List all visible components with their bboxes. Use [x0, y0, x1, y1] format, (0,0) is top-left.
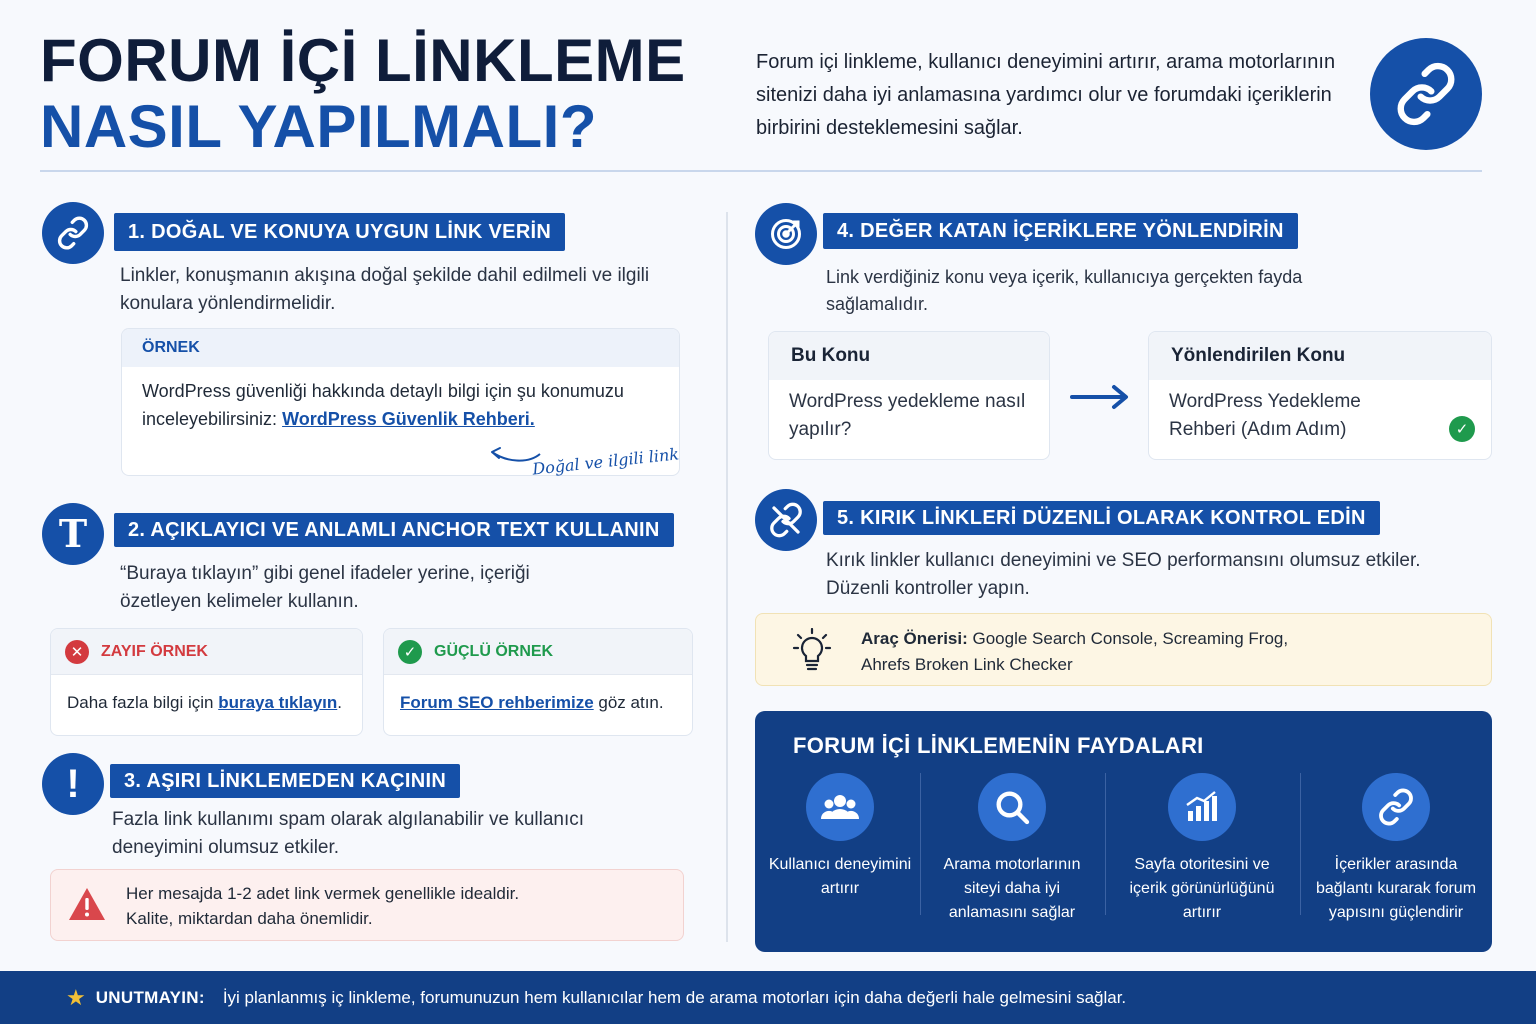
target-icon [755, 203, 817, 265]
warning-triangle-icon [67, 886, 107, 922]
section-3-title: 3. AŞIRI LİNKLEMEDEN KAÇININ [110, 764, 460, 798]
benefit-item [927, 773, 1097, 925]
weak-example-end: . [337, 693, 342, 712]
target-topic-card [1148, 331, 1492, 460]
benefit-divider [1300, 773, 1301, 915]
weak-example-body [51, 675, 362, 731]
benefit-item [755, 773, 925, 901]
column-divider [726, 212, 728, 942]
target-topic-text: WordPress Yedekleme Rehberi (Adım Adım) [1169, 391, 1361, 440]
benefit-item [1311, 773, 1481, 925]
section-2-title: 2. AÇIKLAYICI VE ANLAMLI ANCHOR TEXT KULLANIN [114, 513, 674, 547]
page-title-line1: FORUM İÇİ LİNKLEME [40, 27, 686, 94]
text-t-icon: T [42, 503, 104, 565]
strong-example-body [384, 675, 692, 731]
weak-example-card [50, 628, 363, 736]
link-icon [1362, 773, 1430, 841]
broken-link-icon [755, 489, 817, 551]
section-2-description: “Buraya tıklayın” gibi genel ifadeler yerine, içeriği özetleyen kelimeler kullanın. [120, 563, 530, 612]
footer-bar [0, 971, 1536, 1024]
search-icon [978, 773, 1046, 841]
check-circle-icon: ✓ [1449, 416, 1475, 442]
weak-example-text: Daha fazla bilgi için [67, 693, 219, 712]
strong-example-text: göz atın. [593, 693, 664, 712]
benefit-divider [920, 773, 921, 915]
page-title-line2: NASIL YAPILMALI? [40, 93, 597, 160]
benefit-text: Sayfa otoritesini ve içerik görünürlüğünü artırır [1129, 856, 1275, 921]
section-5-description: Kırık linkler kullanıcı deneyimini ve SEO performansını olumsuz etkiler. Düzenli kontroller yapın. [826, 550, 1421, 599]
weak-example-label: ZAYIF ÖRNEK [101, 642, 208, 660]
strong-example-card [383, 628, 693, 736]
section-1-title: 1. DOĞAL VE KONUYA UYGUN LİNK VERİN [114, 213, 565, 251]
section-5-title: 5. KIRIK LİNKLERİ DÜZENLİ OLARAK KONTROL EDİN [823, 501, 1380, 535]
target-topic-label: Yönlendirilen Konu [1149, 332, 1491, 380]
section-3-description: Fazla link kullanımı spam olarak algılanabilir ve kullanıcı deneyimini olumsuz etkiler. [112, 809, 585, 858]
strong-example-link[interactable]: Forum SEO rehberimize [400, 693, 594, 712]
section-4-title: 4. DEĞER KATAN İÇERİKLERE YÖNLENDİRİN [823, 213, 1298, 249]
benefit-item [1117, 773, 1287, 925]
users-icon [806, 773, 874, 841]
example-label: ÖRNEK [122, 329, 679, 367]
strong-example-label: GÜÇLÜ ÖRNEK [434, 642, 554, 660]
check-circle-icon: ✓ [398, 640, 422, 664]
section-1-description: Linkler, konuşmanın akışına doğal şekilde dahil edilmeli ve ilgili konulara yönlendirmelidir. [120, 265, 650, 314]
tool-tip-box [755, 613, 1492, 686]
header-divider [40, 170, 1482, 172]
star-icon: ★ [66, 984, 86, 1010]
x-circle-icon: ✕ [65, 640, 89, 664]
tool-tip-text-2: Ahrefs Broken Link Checker [861, 655, 1073, 674]
warning-line-1: Her mesajda 1-2 adet link vermek genellikle idealdir. [126, 884, 520, 903]
link-icon [42, 202, 104, 264]
warning-line-2: Kalite, miktardan daha önemlidir. [126, 909, 373, 928]
arrow-right-icon [1068, 382, 1132, 412]
source-topic-label: Bu Konu [769, 332, 1049, 380]
footer-label: UNUTMAYIN: [95, 987, 205, 1007]
tool-tip-text-1: Google Search Console, Screaming Frog, [967, 629, 1289, 648]
warning-box [50, 869, 684, 941]
benefit-text: İçerikler arasında bağlantı kurarak forum yapısını güçlendirir [1315, 856, 1477, 921]
intro-text: Forum içi linkleme, kullanıcı deneyimini artırır, arama motorlarının sitenizi daha iyi anlamasına yardımcı olur ve forumdaki içeriklerin birbirini desteklemesini sağlar. [756, 51, 1336, 139]
lightbulb-icon [792, 628, 832, 672]
tool-tip-label: Araç Önerisi: [861, 629, 968, 648]
section-4-description: Link verdiğiniz konu veya içerik, kullanıcıya gerçekten fayda sağlamalıdır. [826, 267, 1303, 314]
bar-chart-icon [1168, 773, 1236, 841]
benefit-divider [1105, 773, 1106, 915]
weak-example-link[interactable]: buraya tıklayın [218, 693, 338, 712]
benefit-text: Arama motorlarının siteyi daha iyi anlamasını sağlar [943, 856, 1081, 921]
benefit-text: Kullanıcı deneyimini artırır [768, 856, 912, 897]
exclamation-icon: ! [42, 753, 104, 815]
benefits-title: FORUM İÇİ LİNKLEMENİN FAYDALARI [793, 733, 1204, 758]
example-link[interactable]: WordPress Güvenlik Rehberi. [282, 409, 535, 429]
example-body [122, 367, 679, 443]
example-text: WordPress güvenliği hakkında detaylı bilgi için şu konumuzu inceleyebilirsiniz: [142, 381, 624, 429]
footer-text: İyi planlanmış iç linkleme, forumunuzun hem kullanıcılar hem de arama motorları için daha değerli hale gelmesini sağlar. [222, 987, 1127, 1007]
source-topic-card [768, 331, 1050, 460]
benefits-panel [755, 711, 1492, 952]
handwritten-note: Doğal ve ilgili link [531, 444, 680, 479]
chain-link-icon [1370, 38, 1482, 150]
source-topic-text: WordPress yedekleme nasıl yapılır? [789, 391, 1026, 440]
